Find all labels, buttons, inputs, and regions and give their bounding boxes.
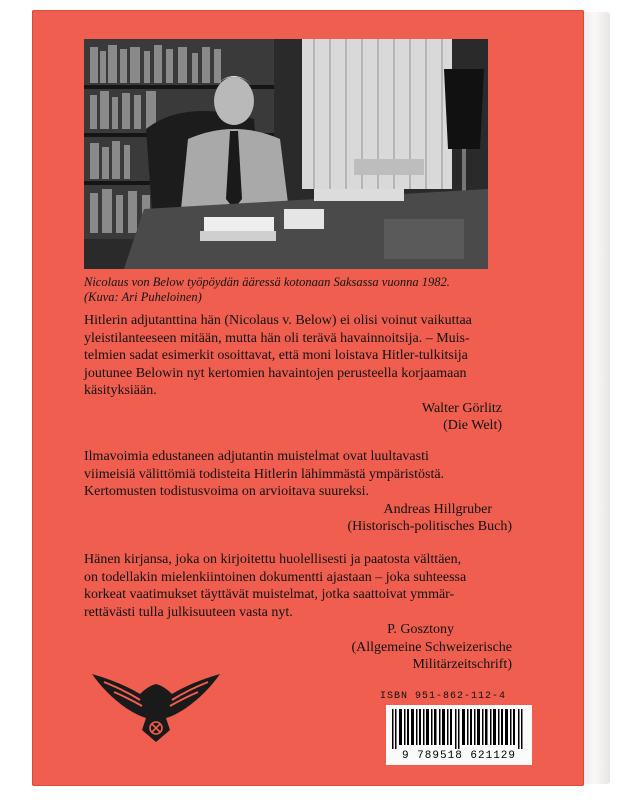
quote-source: (Historisch-politisches Buch) bbox=[347, 519, 512, 534]
quote-line: rettävästi tulla julkisuuteen vasta nyt. bbox=[84, 604, 293, 620]
photo-caption bbox=[84, 275, 524, 305]
book-spine-edge bbox=[584, 12, 610, 784]
caption-line: Nicolaus von Below työpöydän ääressä kotonaan Saksassa vuonna 1982. bbox=[84, 275, 450, 289]
quote-author: P. Gosztony bbox=[387, 622, 454, 637]
quote-line: viimeisiä välittömiä todisteita Hitlerin lähimmästä ympäristöstä. bbox=[84, 466, 445, 482]
quote-line: on todellakin mielenkiintoinen dokumentti ajastaan – joka suhteessa bbox=[84, 569, 467, 585]
quote-author: Andreas Hillgruber bbox=[383, 501, 492, 517]
quote-line: Kertomusten todistusvoima on arvioitava suureksi. bbox=[84, 484, 370, 499]
review-quote-3 bbox=[84, 551, 516, 674]
quote-author: Walter Görlitz bbox=[421, 400, 502, 416]
author-photo bbox=[84, 39, 488, 269]
barcode bbox=[386, 705, 532, 765]
barcode-digits: 9 789518 621129 bbox=[401, 750, 517, 762]
quote-source: Militärzeitschrift) bbox=[412, 657, 512, 672]
quote-line: joutunee Belowin nyt kertomien havaintojen perusteella korjaamaan bbox=[84, 365, 467, 381]
quote-line: korkeat vaatimukset täyttävät muistelmat, jotka saattoivat ymmär- bbox=[84, 587, 455, 602]
review-quote-1 bbox=[84, 312, 516, 435]
quote-line: Hitlerin adjutanttina hän (Nicolaus v. Below) ei olisi voinut vaikuttaa bbox=[84, 313, 472, 328]
caption-credit: (Kuva: Ari Puheloinen) bbox=[84, 290, 202, 304]
quote-line: telmien sadat esimerkit osoittavat, että moni loistava Hitler-tulkitsija bbox=[84, 348, 468, 363]
isbn-label: ISBN 951-862-112-4 bbox=[380, 691, 507, 702]
quote-source: (Allgemeine Schweizerische bbox=[351, 639, 512, 655]
quote-line: Ilmavoimia edustaneen adjutantin muistelmat ovat luultavasti bbox=[84, 449, 429, 464]
eagle-emblem-icon bbox=[90, 664, 222, 746]
quote-source: (Die Welt) bbox=[443, 418, 502, 433]
quote-line: Hänen kirjansa, joka on kirjoitettu huolellisesti ja paatosta välttäen, bbox=[84, 552, 462, 567]
quote-line: käsityksiään. bbox=[84, 383, 157, 398]
quote-line: yleistilanteeseen mitään, mutta hän oli terävä havainnoitsija. – Muis- bbox=[84, 330, 470, 346]
review-quote-2 bbox=[84, 448, 516, 536]
